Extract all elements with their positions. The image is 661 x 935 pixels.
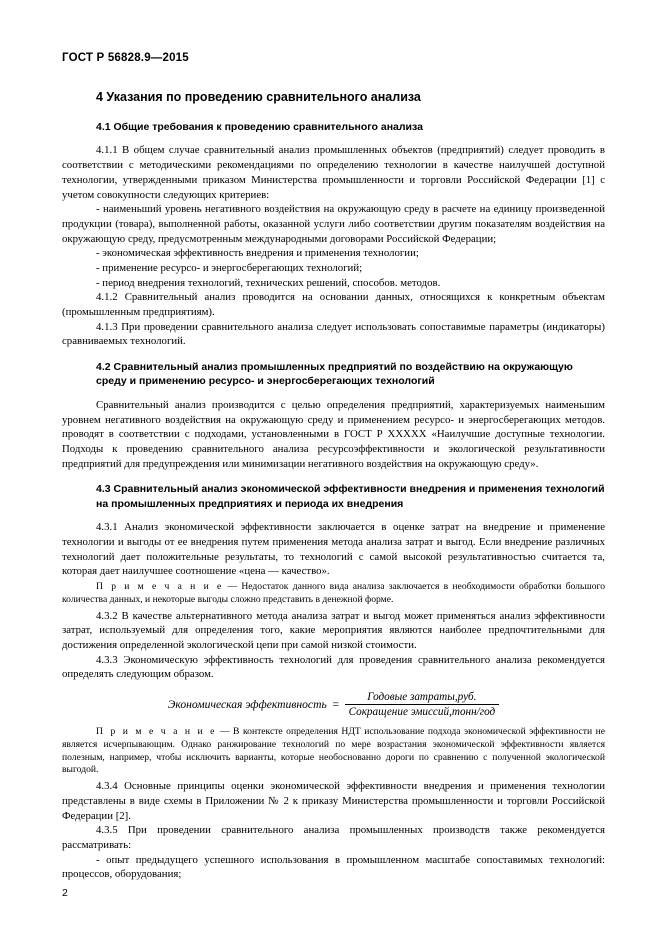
paragraph-4-1-1: 4.1.1 В общем случае сравнительный анализ промышленных объектов (предприятий) следует проводить в соответствии с методическими рекомендациями по определению технологии в качестве наилучшей доступной технологии, утвержденными приказом Министерства промышленности и торговли Российской Федерации [1] с учетом совокупности следующих критериев:: [62, 144, 605, 201]
formula-equals: =: [331, 697, 340, 711]
spacer: [62, 349, 605, 360]
subsection-4-3-title: 4.3 Сравнительный анализ экономической эффективности внедрения и применения технологий на промышленных предприятиях и периода их внедрения: [96, 483, 605, 510]
formula-denominator: Сокращение эмиссий,тонн/год: [345, 704, 500, 718]
subsection-4-2-title: 4.2 Сравнительный анализ промышленных предприятий по воздействию на окружающую среду и применению ресурсо- и энергосберегающих технологий: [96, 360, 573, 388]
paragraph-4-1-3: 4.1.3 При проведении сравнительного анализа следует использовать сопоставимые параметры (индикаторы) сравниваемых технологий.: [62, 320, 605, 348]
paragraph-4-3-4: 4.3.4 Основные принципы оценки экономической эффективности внедрения и применения технологии представлены в виде схемы в Приложении № 2 к приказу Министерства промышленности и торговли Российской Федерации [2].: [62, 780, 605, 822]
bullet-item-4: - период внедрения технологий, технических решений, способов. методов.: [96, 276, 441, 289]
subsection-4-1-title: 4.1 Общие требования к проведению сравнительного анализа: [96, 121, 423, 133]
paragraph-4-1-2: 4.1.2 Сравнительный анализ проводится на основании данных, относящихся к конкретным объектам (промышленным предприятиям).: [62, 291, 605, 318]
formula-lhs: Экономическая эффективность: [167, 697, 327, 711]
paragraph-4-3-2: 4.3.2 В качестве альтернативного метода анализа затрат и выгод может применяться анализ эффективности затрат, используемый для определения того, какие мероприятия являются наиболее предпочтительными для достижения определенной экологической цепи при самой низкой стоимости.: [62, 609, 605, 651]
bullet-item-1: - наименьший уровень негативного воздействия на окружающую среду в расчете на единицу произведенной продукции (товара), выполненной работы, оказанной услуги либо соответствии другим показателям воздействия на окружающую среду, предусмотренным международными договорами Российской Федерации;: [62, 203, 605, 245]
note-1-text: — Недостаток данного вида анализа заключается в необходимости обработки большого количества данных, и некоторые выгоды сложно представить в денежной форме.: [62, 580, 605, 605]
section-title: 4 Указания по проведению сравнительного анализа: [96, 90, 421, 104]
formula-numerator: Годовые затраты,руб.: [367, 690, 477, 703]
bullet-item-2: - экономическая эффективность внедрения и применения технологии;: [96, 247, 419, 260]
paragraph-4-3-1: 4.3.1 Анализ экономической эффективности заключается в оценке затрат на внедрение и применение технологии и выгоды от ее внедрения путем применения метода анализа затрат и выгод. Если внедрение различных технологий дает положительные результаты, то технологий с самой высокой результативностью считается та, которая дает наилучшее соотношение «цена — качество».: [62, 521, 605, 578]
page-number: 2: [62, 887, 68, 899]
paragraph-4-2-body: Сравнительный анализ производится с целью определения предприятий, характеризуемых наименьшим уровнем негативного воздействия на окружающую среду и применением ресурсо- и энергосберегающих методов. проводят в соответствии с подходами, установленными в ГОСТ Р ХХХХХ «Наилучшие доступные технологии. Подходы к проведению сравнительного анализа ресурсоэффективности и экологической результативности предприятий для предупреждения или минимизации негативного воздействия на окружающую среду».: [62, 398, 605, 470]
bullet-item-5: - опыт предыдущего успешного использования в промышленном масштабе сопоставимых технологий: процессов, оборудования;: [62, 853, 605, 881]
paragraph-4-3-3: 4.3.3 Экономическую эффективность технологий для проведения сравнительного анализа рекомендуется определять следующим образом.: [62, 653, 605, 681]
document-header: ГОСТ Р 56828.9—2015: [62, 52, 189, 64]
note-1: [62, 581, 605, 607]
bullet-item-3: - применение ресурсо- и энергосберегающих технологий;: [96, 261, 363, 274]
note-1-label: П р и м е ч а н и е: [96, 580, 224, 592]
note-2-label: П р и м е ч а н и е: [96, 725, 217, 737]
formula-block: [62, 691, 605, 718]
note-2: [62, 726, 605, 777]
paragraph-4-3-5: 4.3.5 При проведении сравнительного анализа промышленных производств также рекомендуется рассматривать:: [62, 824, 605, 851]
formula-fraction: [345, 691, 500, 718]
spacer: [62, 471, 605, 482]
note-2-text: — В контексте определения НДТ использование подхода экономической эффективности не является исчерпывающим. Однако ранжирование технологий по мере возрастания экономической эффективности является полезным, например, чтобы исключить варианты, которые необоснованно дороги по сравнению с полученной экологической выгодой.: [62, 725, 605, 776]
